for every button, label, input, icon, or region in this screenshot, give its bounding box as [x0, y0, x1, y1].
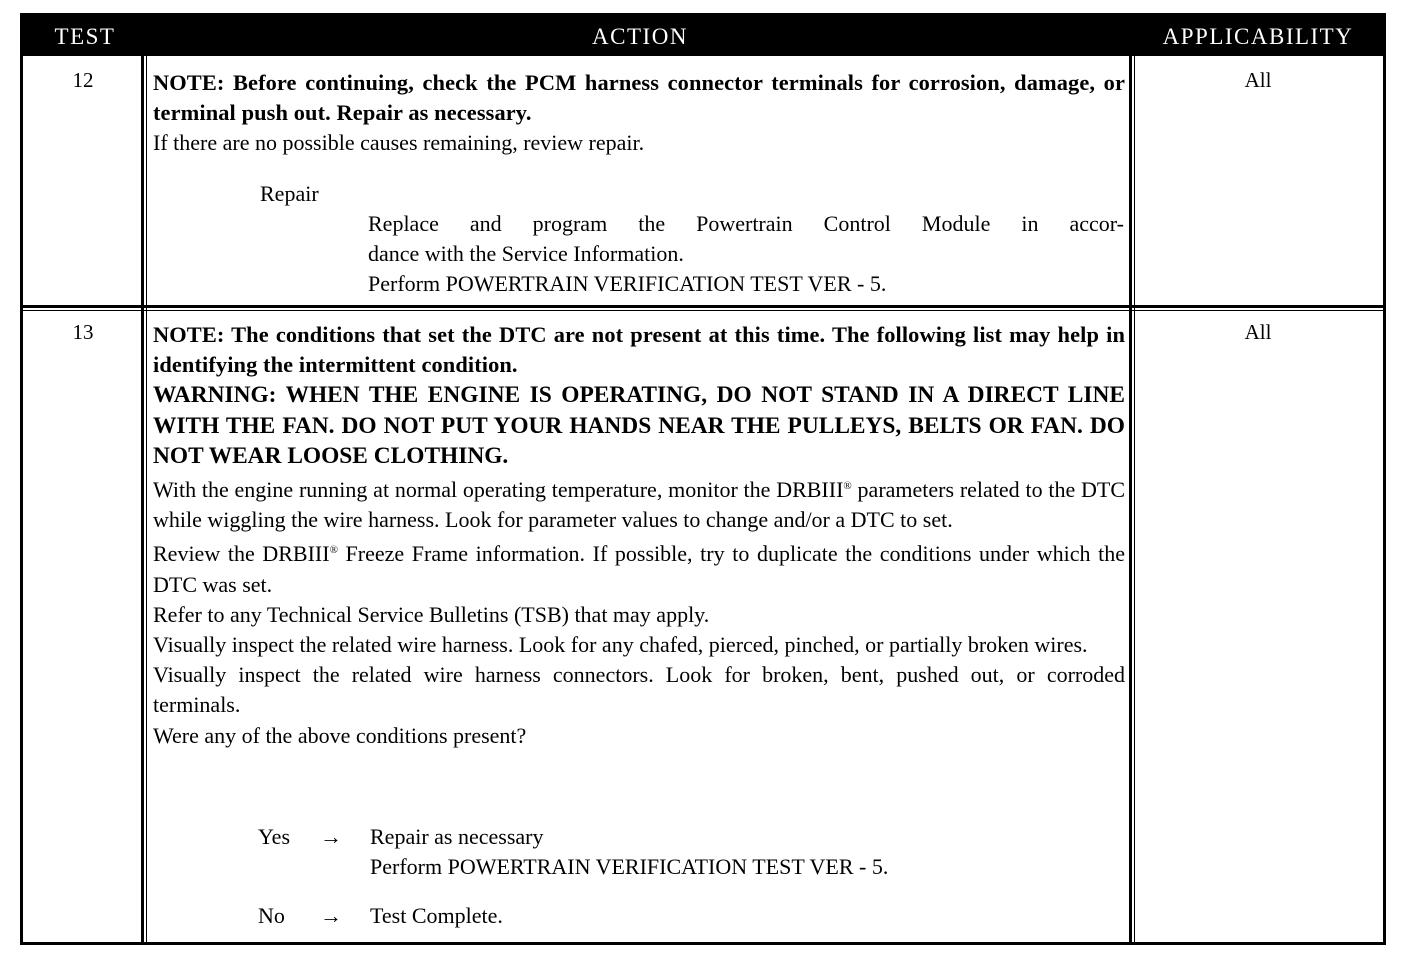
arrow-icon: → — [320, 903, 342, 928]
divider — [141, 56, 144, 942]
repair-line — [368, 209, 1124, 300]
header-test: TEST — [54, 24, 116, 49]
action-text-12 — [153, 68, 1125, 159]
warning-13: WARNING: WHEN THE ENGINE IS OPERATING, DO NOT STAND IN A DIRECT LINE WITH THE FAN. DO NOT PUT YOUR HANDS NEAR THE PULLEYS, BELTS OR FAN. DO NOT WEAR LOOSE CLOTHING. — [153, 382, 1125, 469]
registered-mark: ® — [329, 544, 338, 557]
paragraph-5: Visually inspect the related wire harness connectors. Look for broken, bent, pushed out, or corroded terminals. — [153, 662, 1125, 718]
divider — [146, 56, 147, 942]
paragraph-2-a: Review the DRBIII — [153, 541, 330, 567]
question: Were any of the above conditions present? — [153, 722, 527, 748]
paragraph-1 — [153, 471, 1125, 535]
row-separator — [23, 305, 1383, 308]
repair-label: Repair — [260, 181, 319, 206]
yes-line-1: Repair as necessary — [370, 824, 544, 849]
note-12: NOTE: Before continuing, check the PCM harness connector terminals for corrosion, damage, or terminal push out. Repair as necessary. — [153, 70, 1125, 126]
divider — [1129, 56, 1132, 942]
yes-line-2: Perform POWERTRAIN VERIFICATION TEST VER - 5. — [370, 854, 889, 880]
test-number: 12 — [72, 68, 94, 92]
repair-line-3: Perform POWERTRAIN VERIFICATION TEST VER - 5. — [368, 271, 887, 297]
yes-label: Yes — [258, 824, 291, 849]
paragraph-3: Refer to any Technical Service Bulletins (TSB) that may apply. — [153, 601, 710, 627]
repair-line-1: Replace and program the Powertrain Control Module in accor- — [368, 211, 1124, 236]
header-applicability: APPLICABILITY — [1162, 24, 1354, 49]
note-13: NOTE: The conditions that set the DTC are not present at this time. The following list may help in identifying the intermittent condition. — [153, 322, 1125, 378]
repair-line-2: dance with the Service Information. — [368, 241, 684, 267]
row-separator — [23, 310, 1383, 311]
paragraph-1-b: parameters related to the DTC while wiggling the wire harness. Look for parameter values to change and/or a DTC to set. — [153, 477, 1125, 533]
action-text-13 — [153, 320, 1125, 751]
no-label: No — [258, 903, 285, 928]
table-header — [23, 16, 1383, 56]
no-outcome: Test Complete. — [370, 903, 503, 928]
applicability-value: All — [1244, 320, 1272, 344]
test-number: 13 — [72, 320, 94, 344]
paragraph-4: Visually inspect the related wire harness. Look for any chafed, pierced, pinched, or partially broken wires. — [153, 632, 1088, 658]
paragraph-2-b: Freeze Frame information. If possible, try to duplicate the conditions under which the DTC was set. — [153, 541, 1125, 597]
diagnostic-table — [20, 13, 1386, 945]
divider — [1134, 56, 1135, 942]
paragraph-2 — [153, 535, 1125, 599]
arrow-icon: → — [320, 824, 342, 849]
registered-mark: ® — [843, 480, 852, 493]
paragraph-1-a: With the engine running at normal operating temperature, monitor the DRBIII — [153, 477, 844, 503]
yes-outcome — [370, 822, 888, 882]
header-action: ACTION — [592, 24, 688, 49]
text-12: If there are no possible causes remaining, review repair. — [153, 130, 645, 156]
applicability-value: All — [1244, 68, 1272, 92]
